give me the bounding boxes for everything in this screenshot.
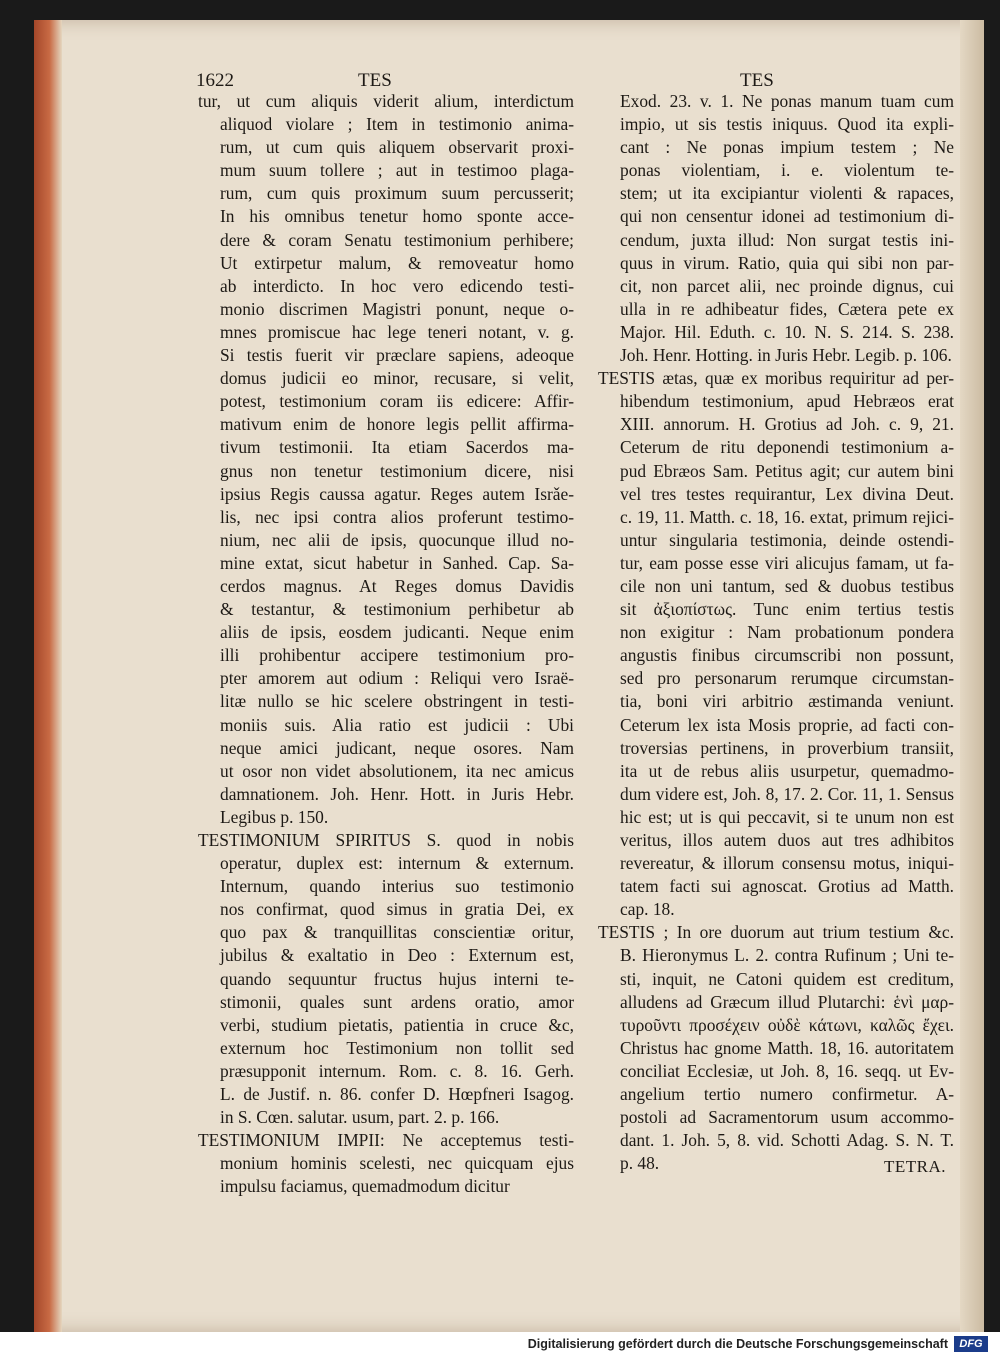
text-line: tivum testimonii. Ita etiam Sacerdos ma- xyxy=(220,437,574,458)
text-line: cile non uni tantum, sed & duobus testibus xyxy=(620,575,954,596)
text-line: aliis de ipsis, eosdem judicanti. Neque enim xyxy=(220,622,574,643)
text-line: stem; ut ita excipiantur violenti & rapaces, xyxy=(620,183,954,204)
text-line: & testantur, & testimonium perhibetur ab xyxy=(220,599,574,620)
left-text-column xyxy=(198,90,574,1199)
text-line: cendum, juxta illud: Non surgat testis ini- xyxy=(620,229,954,250)
text-line: Joh. Henr. Hotting. in Juris Hebr. Legib. p. 106. xyxy=(620,345,952,366)
text-line: præsupponit internum. Rom. c. 8. 16. Gerh. xyxy=(220,1060,574,1081)
text-line: gnus non tenetur testimonium dicere, nisi xyxy=(220,460,574,481)
text-line: Ut extirpetur malum, & removeatur homo xyxy=(220,252,574,273)
page-number: 1622 xyxy=(196,70,234,91)
text-line: vel tres testes requirantur, Lex divina Deut. xyxy=(620,483,954,504)
text-line: ponas violentiam, i. e. violentum te- xyxy=(620,160,954,181)
text-line: c. 19, 11. Matth. c. 18, 16. extat, primum rejici- xyxy=(620,506,954,527)
text-line: qui non censentur idonei ad testimonium di- xyxy=(620,206,954,227)
text-line: aliquod violare ; Item in testimonio anima- xyxy=(220,114,574,135)
text-line: quo pax & tranquillitas conscientiæ oritur, xyxy=(220,922,574,943)
text-line: quando sequuntur fructus hujus interni te- xyxy=(220,968,574,989)
text-line: sed pro personarum rerumque circumstan- xyxy=(620,668,954,689)
text-line: B. Hieronymus L. 2. contra Rufinum ; Uni te- xyxy=(620,945,954,966)
text-line: ab interdicto. In hoc vero edicendo testi- xyxy=(220,275,574,296)
text-line: cap. 18. xyxy=(620,899,675,920)
text-line: sti, inquit, ne Catoni quidem est creditum, xyxy=(620,968,954,989)
text-line: tatem facti sui agnoscat. Grotius ad Matth. xyxy=(620,876,954,897)
text-line: TESTIMONIUM IMPII: Ne acceptemus testi- xyxy=(198,1130,574,1151)
text-line: verbi, studium pietatis, patientia in cruce &c, xyxy=(220,1014,574,1035)
running-head-left: TES xyxy=(358,70,392,91)
text-line: sit ἀξιοπίστως. Tunc enim tertius testis xyxy=(620,599,954,620)
footer-bar xyxy=(0,1332,1000,1358)
text-line: neque amici judicant, neque osores. Nam xyxy=(220,737,574,758)
text-line: veritus, illos autem duos aut tres adhibitos xyxy=(620,830,954,850)
text-line: mine extat, sicut habetur in Sanhed. Cap. Sa- xyxy=(220,552,574,573)
text-line: tia, boni viri arbitrio æstimanda veniunt. xyxy=(620,691,954,712)
text-line: angelium tertio numero confirmetur. A- xyxy=(620,1084,954,1105)
text-line: mnes promiscue hac lege teneri notant, v. g. xyxy=(220,321,574,342)
text-line: pud Ebræos Sam. Petitus agit; cur autem bini xyxy=(620,460,954,481)
text-line: non exigitur : Nam probationum pondera xyxy=(620,622,954,643)
text-line: Ceterum lex ista Mosis proprie, ad facti con- xyxy=(620,714,954,735)
text-line: τυροῦντι προσέχειν οὐδὲ κάτωνι, καλῶς ἔχει. xyxy=(620,1014,954,1035)
text-line: alludens ad Græcum illud Plutarchi: ἑνὶ μαρ- xyxy=(620,991,954,1012)
text-line: damnationem. Joh. Henr. Hott. in Juris Hebr. xyxy=(220,783,574,804)
text-line: Si testis fuerit vir præclare sapiens, adeoque xyxy=(220,345,574,366)
text-line: XIII. annorum. H. Grotius ad Joh. c. 9, 21. xyxy=(620,414,954,435)
text-line: ut osor non videt absolutionem, ita nec amicus xyxy=(220,760,574,781)
text-line: litæ nullo se hic scelere obstringent in testi- xyxy=(220,691,574,712)
text-line: ipsius Regis caussa agatur. Reges autem Isrǎe- xyxy=(220,483,574,504)
text-line: tur, ut cum aliquis viderit alium, interdictum xyxy=(198,91,574,111)
text-line: mum suum tollere ; aut in testimoo plaga- xyxy=(220,160,574,181)
text-line: revereatur, & illorum consensu motus, iniqui- xyxy=(620,853,954,874)
text-line: conciliat Ecclesiæ, ut Joh. 8, 16. seqq. ut Ev- xyxy=(620,1060,954,1081)
text-line: pter amorem aut odium : Reliqui vero Israë- xyxy=(220,668,574,689)
text-line: stimonii, quales sunt ardens oratio, amor xyxy=(220,991,574,1012)
page-binding-edge xyxy=(34,20,62,1332)
text-line: quus in virum. Ratio, quia qui sibi non par- xyxy=(620,252,954,273)
text-line: rum, ut cum quis aliquem observarit proxi- xyxy=(220,137,574,158)
text-line: L. de Justif. n. 86. confer D. Hœpfneri Isagog. xyxy=(220,1084,574,1105)
text-line: impulsu faciamus, quemadmodum dicitur xyxy=(220,1176,510,1197)
text-line: dant. 1. Joh. 5, 8. vid. Schotti Adag. S. N. T. xyxy=(620,1130,954,1151)
text-line: In his omnibus tenetur homo sponte acce- xyxy=(220,206,574,227)
text-line: dere & coram Senatu testimonium perhibere; xyxy=(220,229,574,250)
text-line: Major. Hil. Eduth. c. 10. N. S. 214. S. 238. xyxy=(620,321,954,342)
text-line: potest, testimonium coram iis edicere: Affir- xyxy=(220,391,574,412)
text-line: cit, non parcet alii, nec proinde dignus, cui xyxy=(620,275,954,296)
text-line: angustis finibus circumscribi non possunt, xyxy=(620,645,954,666)
text-line: cant : Ne ponas impium testem ; Ne xyxy=(620,137,954,158)
text-line: Exod. 23. v. 1. Ne ponas manum tuam cum xyxy=(620,91,954,111)
running-head-right: TES xyxy=(740,70,774,91)
text-line: tur, eam posse esse viri alicujus famam, ut fa- xyxy=(620,552,954,573)
text-line: nos confirmat, quod simus in gratia Dei, ex xyxy=(220,899,574,920)
text-line: troversias pertinens, in proverbium transiit, xyxy=(620,737,954,758)
text-line: TESTIMONIUM SPIRITUS S. quod in nobis xyxy=(198,830,574,850)
text-line: hibendum testimonium, apud Hebræos erat xyxy=(620,391,954,412)
text-line: hic est; ut is qui peccavit, si te unum non est xyxy=(620,806,954,827)
text-line: illi prohibentur accipere testimonium pro- xyxy=(220,645,574,666)
text-line: impio, ut sis testis iniquus. Quod ita expli- xyxy=(620,114,954,135)
text-line: externum hoc Testimonium non tollit sed xyxy=(220,1037,574,1058)
text-line: p. 48. xyxy=(620,1153,660,1174)
text-line: operatur, duplex est: internum & externum. xyxy=(220,853,574,874)
text-line: ulla in re adhibeatur fides, Cætera pete ex xyxy=(620,298,954,319)
text-line: Ceterum de ritu deponendi testimonium a- xyxy=(620,437,954,458)
footer-credit: Digitalisierung gefördert durch die Deutsche Forschungsgemeinschaft xyxy=(527,1337,948,1351)
text-line: rum, cum quis proximum suum percusserit; xyxy=(220,183,574,204)
text-line: monio discrimen Magistri ponunt, neque o- xyxy=(220,298,574,319)
text-line: Christus hac gnome Matth. 18, 16. autoritatem xyxy=(620,1037,954,1058)
right-text-column xyxy=(598,90,954,1175)
text-line: mativum enim de honore legis pellit affirma- xyxy=(220,414,574,435)
dfg-logo: DFG xyxy=(954,1336,988,1352)
text-line: untur singularia testimonia, deinde ostendi- xyxy=(620,529,954,550)
text-line: monium hominis scelesti, nec quicquam ejus xyxy=(220,1153,574,1174)
text-line: TESTIS ; In ore duorum aut trium testium &c. xyxy=(598,922,954,943)
text-line: domus judicii eo minor, recusare, si velit, xyxy=(220,368,574,389)
text-line: nium, nec alii de ipsis, quocunque illud no- xyxy=(220,529,574,550)
text-line: Internum, quando interius suo testimonio xyxy=(220,876,574,897)
page-fore-edge xyxy=(960,20,984,1332)
catchword: TETRA. xyxy=(884,1157,947,1176)
text-line: TESTIS ætas, quæ ex moribus requiritur ad per- xyxy=(598,368,954,389)
text-line: ita ut de rebus aliis usurpetur, quemadmo- xyxy=(620,760,954,781)
text-line: postoli ad Sacramentorum usum accommo- xyxy=(620,1107,954,1128)
text-line: lis, nec ipsi contra alios proferunt testimo- xyxy=(220,506,574,527)
text-line: moniis suis. Alia ratio est judicii : Ubi xyxy=(220,714,574,735)
text-line: jubilus & exaltatio in Deo : Externum est, xyxy=(220,945,574,966)
text-line: cerdos magnus. At Reges domus Davidis xyxy=(220,575,574,596)
text-line: Legibus p. 150. xyxy=(220,806,329,827)
text-line: in S. Cœn. salutar. usum, part. 2. p. 166. xyxy=(220,1107,500,1128)
text-line: dum videre est, Joh. 8, 17. 2. Cor. 11, 1. Sensus xyxy=(620,783,954,804)
